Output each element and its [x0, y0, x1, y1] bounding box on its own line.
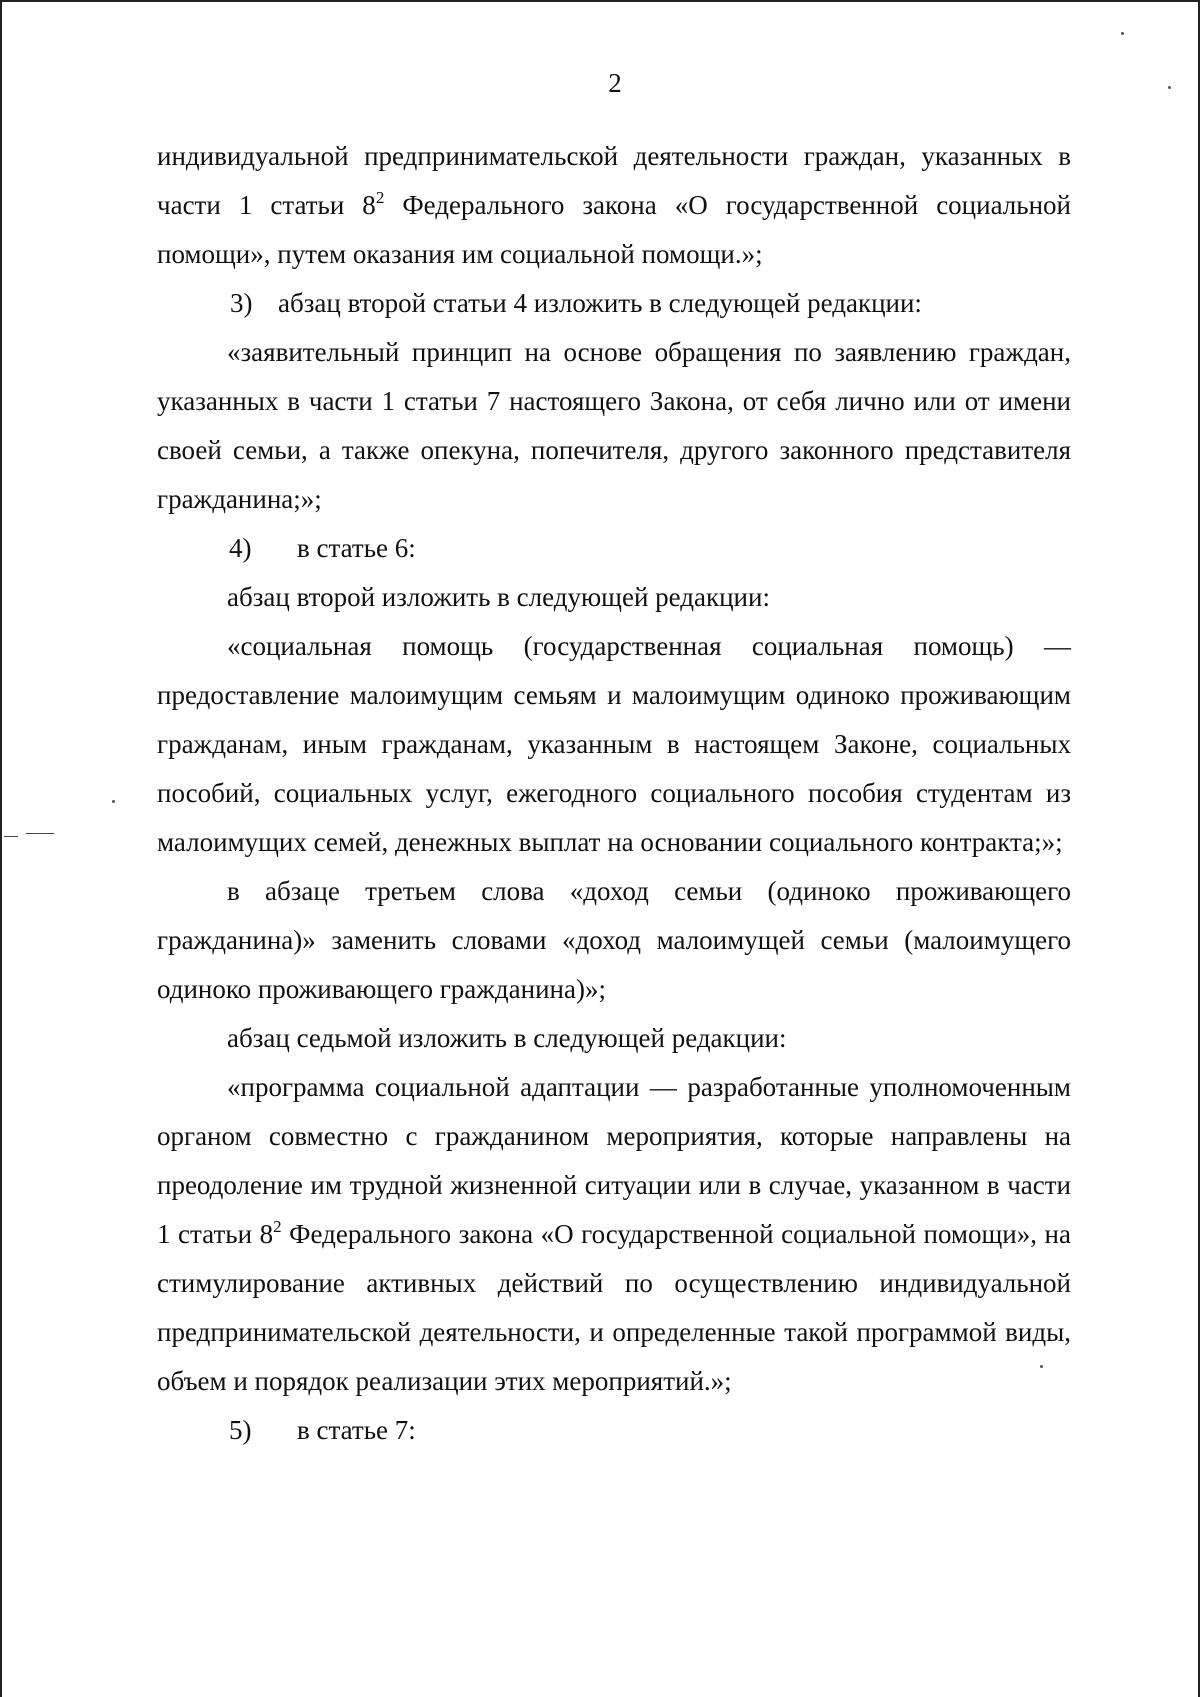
paragraph: абзац седьмой изложить в следующей редакции:: [227, 1023, 787, 1053]
paragraph: [157, 132, 1071, 279]
scan-speck: [1121, 32, 1124, 35]
list-text: в статье 6:: [297, 533, 416, 563]
paragraph: «социальная помощь (государственная социальная помощь) — предоставление малоимущим семьям и малоимущим одиноко проживающим гражданам, иным гражданам, указанным в настоящем Законе, социальных пособий, социальных услуг, ежегодного социального пособия студентам из малоимущих семей, денежных выплат на основании социального контракта;»;: [157, 631, 1071, 857]
document-body: [157, 132, 1071, 1455]
scan-edge-left: [0, 0, 2, 1697]
paragraph-text: «программа социальной адаптации — разработанные уполномоченным органом совместно с гражданином мероприятия, которые направлены на преодоление им трудной жизненной ситуации или в случае, указанном в части 1 статьи 8: [157, 1072, 1071, 1249]
list-item-5: [157, 1406, 1071, 1455]
scan-mark: [4, 836, 18, 837]
paragraph-text: индивидуальной предпринимательской деятельности граждан, указанных в части 1 статьи 8: [157, 141, 1071, 220]
paragraph-text: Федерального закона «О государственной социальной помощи», на стимулирование активных действий по осуществлению индивидуальной предпринимательской деятельности, и определенные такой программой виды, объем и порядок реализации этих мероприятий.»;: [157, 1219, 1071, 1396]
paragraph: в абзаце третьем слова «доход семьи (одиноко проживающего гражданина)» заменить словами «доход малоимущей семьи (малоимущего одиноко проживающего гражданина)»;: [157, 876, 1071, 1004]
superscript: 2: [273, 1217, 282, 1236]
paragraph: «заявительный принцип на основе обращения по заявлению граждан, указанных в части 1 статьи 7 настоящего Закона, от себя лично или от имени своей семьи, а также опекуна, попечителя, другого законного представителя гражданина;»;: [157, 337, 1071, 514]
paragraph: абзац второй изложить в следующей редакции:: [227, 582, 770, 612]
superscript: 2: [375, 188, 385, 207]
list-item-4: [157, 524, 1071, 573]
list-number: 4): [229, 533, 252, 563]
scan-edge-top: [0, 0, 1200, 2]
list-number: 3): [230, 288, 253, 318]
paragraph-text: Федерального закона «О государственной социальной помощи», путем оказания им социальной помощи.»;: [157, 190, 1071, 269]
list-text: абзац второй статьи 4 изложить в следующей редакции:: [278, 288, 922, 318]
page-number: 2: [608, 68, 622, 98]
paragraph: [157, 1063, 1071, 1406]
scan-speck: [112, 800, 115, 803]
list-number: 5): [229, 1415, 252, 1445]
list-item-3: [157, 279, 1071, 328]
list-text: в статье 7:: [297, 1415, 416, 1445]
scan-mark: [26, 833, 54, 834]
